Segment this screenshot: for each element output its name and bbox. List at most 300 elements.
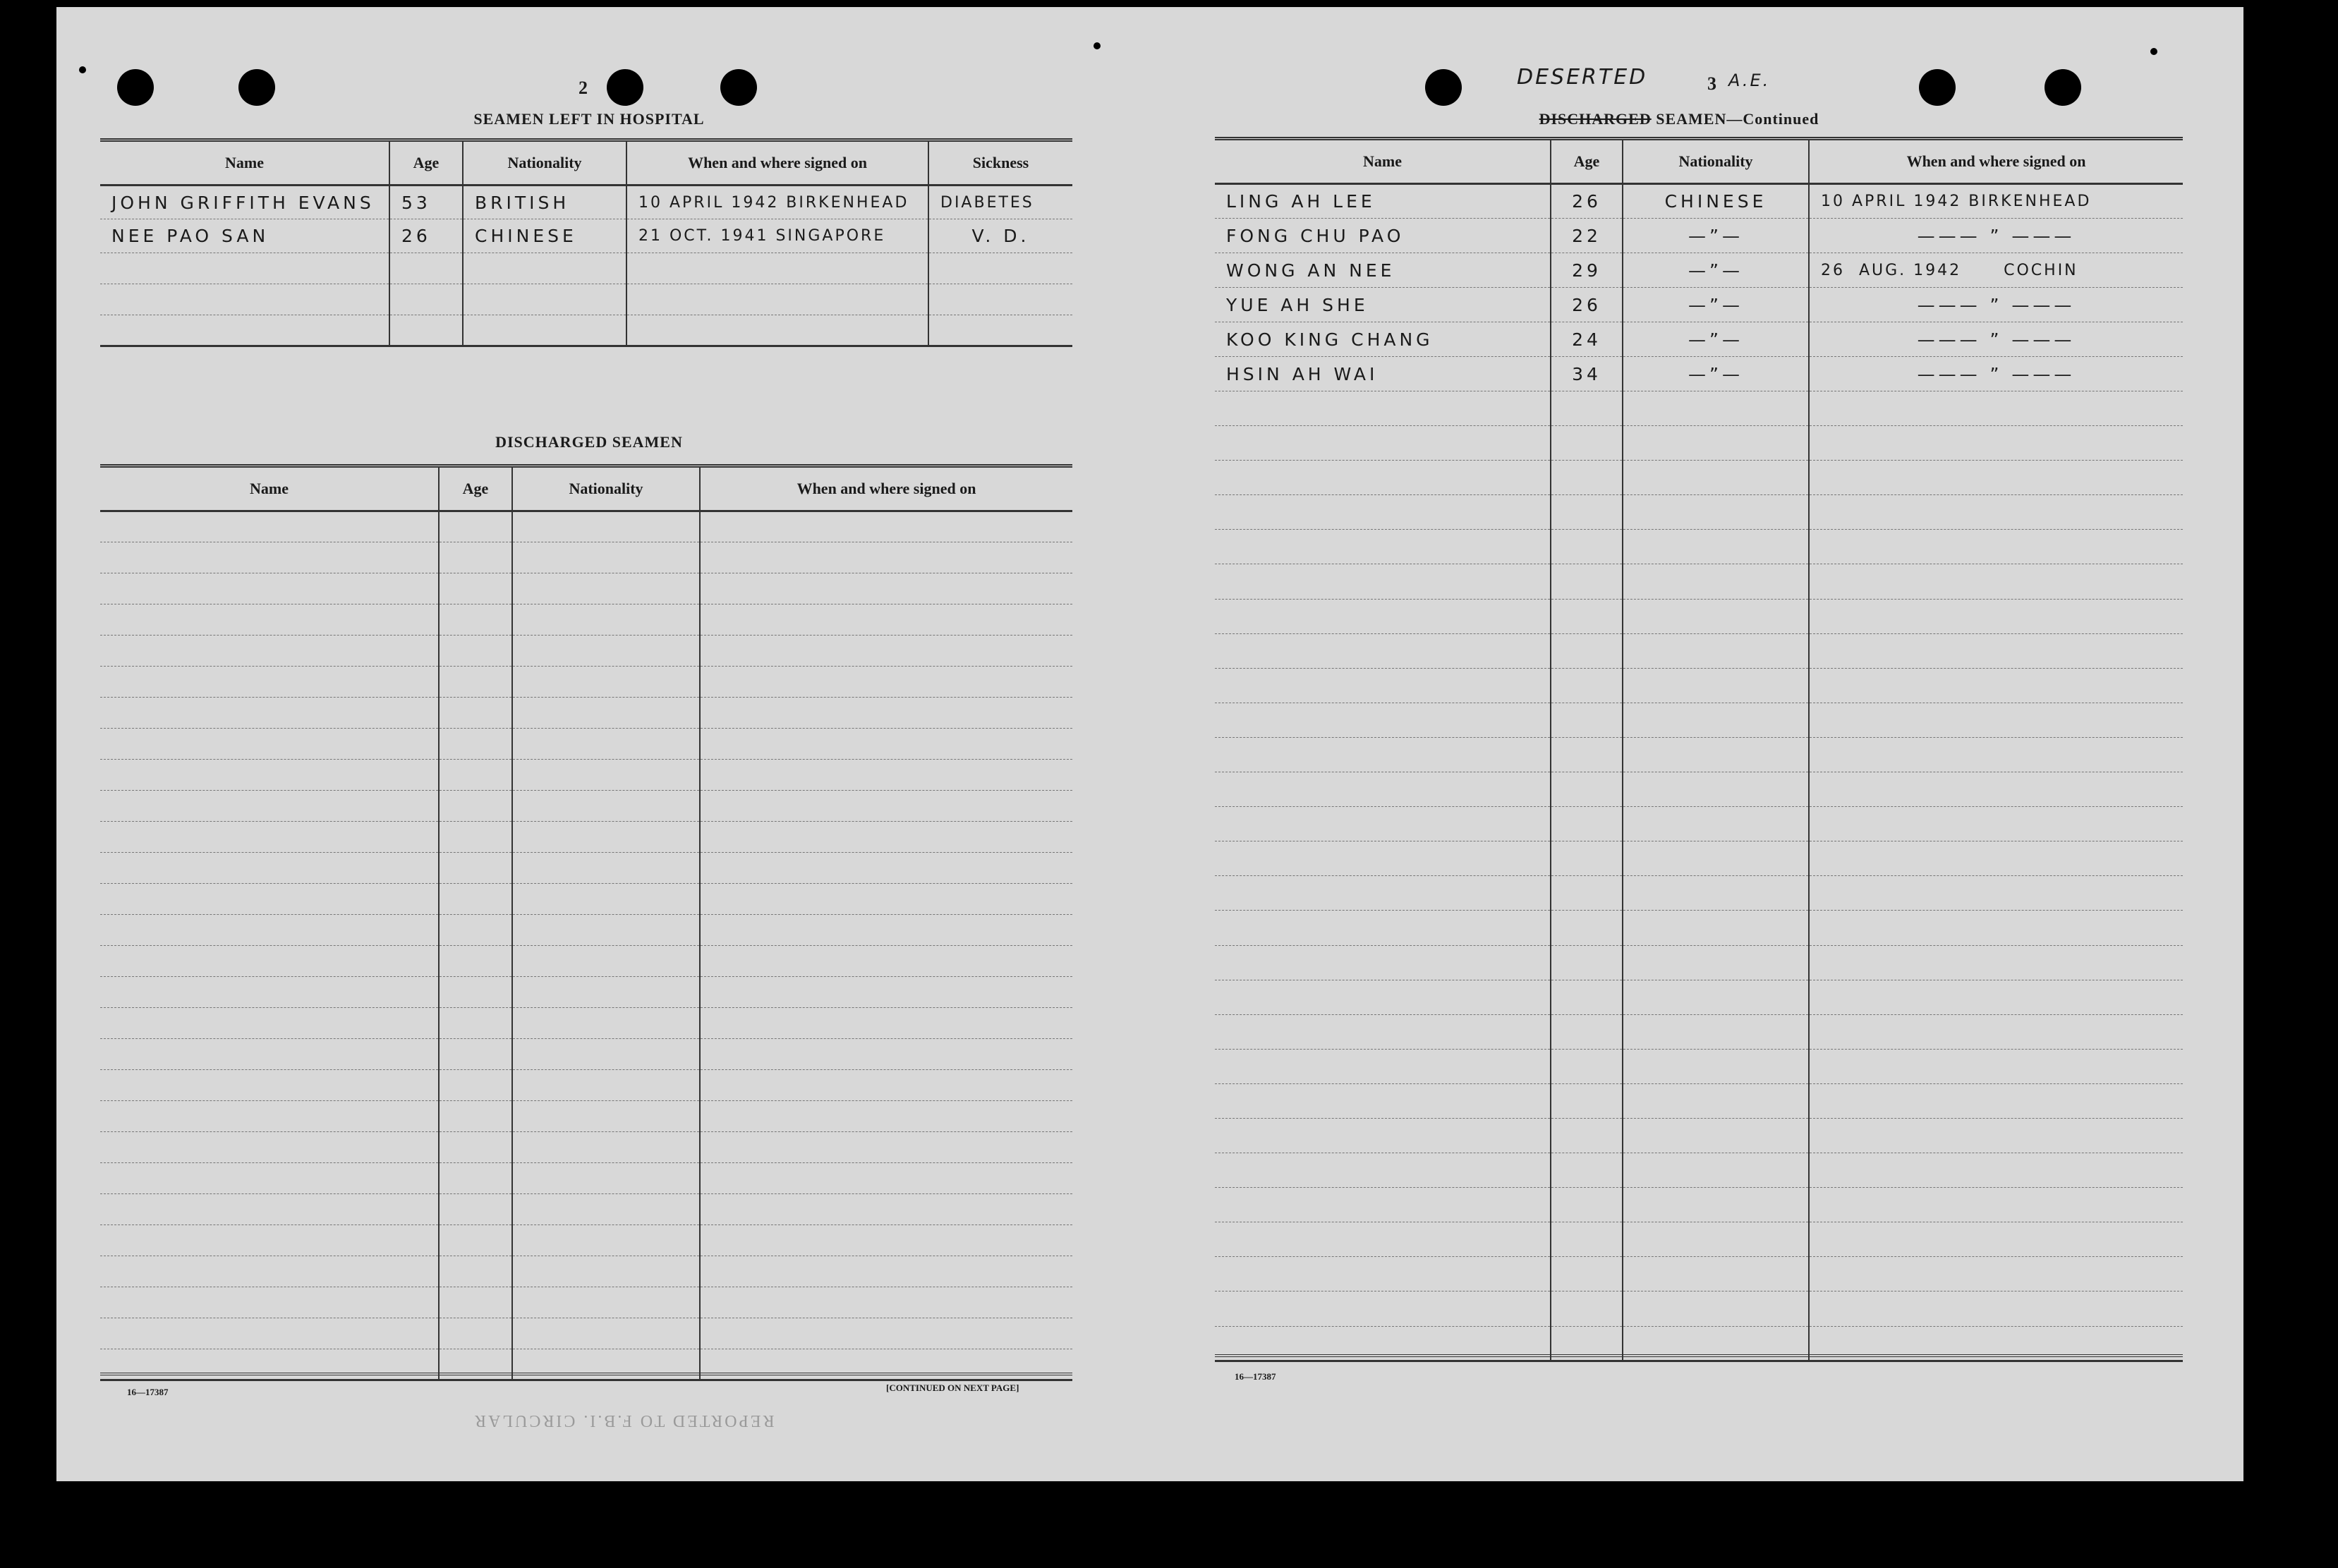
blank-cell	[1551, 737, 1623, 772]
blank-cell	[1551, 495, 1623, 530]
blank-cell	[1809, 980, 2183, 1014]
blank-row	[100, 946, 1072, 977]
blank-cell	[1809, 876, 2183, 911]
blank-cell	[1215, 495, 1551, 530]
blank-cell	[1215, 391, 1551, 426]
blank-cell	[1215, 1292, 1551, 1326]
blank-cell	[1551, 772, 1623, 807]
blank-cell	[700, 1070, 1072, 1101]
blank-cell	[100, 636, 439, 667]
page-footer-rule	[100, 1373, 1072, 1375]
hospital-section-title: SEAMEN LEFT IN HOSPITAL	[473, 110, 705, 128]
blank-cell	[1623, 876, 1809, 911]
blank-row	[100, 853, 1072, 884]
blank-row	[100, 1008, 1072, 1039]
column-header: Name	[225, 154, 264, 171]
blank-cell	[700, 1163, 1072, 1194]
blank-row	[100, 729, 1072, 760]
seaman-nationality: —”—	[1623, 357, 1809, 391]
blank-row	[100, 915, 1072, 946]
form-number: 16—17387	[127, 1387, 169, 1397]
blank-cell	[1551, 1118, 1623, 1153]
blank-cell	[1215, 911, 1551, 945]
blank-cell	[1623, 426, 1809, 461]
blank-cell	[700, 791, 1072, 822]
blank-cell	[439, 511, 512, 542]
blank-cell	[700, 729, 1072, 760]
blank-row	[1215, 1257, 2183, 1292]
column-header: Age	[439, 466, 512, 511]
blank-cell	[512, 1163, 700, 1194]
blank-cell	[1623, 391, 1809, 426]
seaman-name: HSIN AH WAI	[1215, 357, 1551, 391]
blank-cell	[1809, 1014, 2183, 1049]
blank-row	[100, 1194, 1072, 1225]
blank-cell	[1809, 1222, 2183, 1257]
blank-row	[1215, 841, 2183, 876]
faded-stamp: REPORTED TO F.B.I. CIRCULAR	[473, 1411, 775, 1430]
blank-cell	[1623, 911, 1809, 945]
page-number: 2	[579, 78, 588, 98]
blank-cell	[700, 542, 1072, 573]
heading-rest: SEAMEN—Continued	[1656, 110, 1819, 128]
seaman-age: 29	[1551, 253, 1623, 288]
blank-row	[100, 1070, 1072, 1101]
blank-cell	[439, 698, 512, 729]
blank-cell	[1215, 668, 1551, 703]
blank-cell	[1809, 1292, 2183, 1326]
blank-row	[1215, 1292, 2183, 1326]
seaman-signed-on: 10 APRIL 1942 BIRKENHEAD	[626, 186, 928, 219]
discharged-table	[100, 464, 1072, 1381]
blank-cell	[1551, 945, 1623, 980]
blank-cell	[100, 977, 439, 1008]
blank-cell	[1215, 772, 1551, 807]
blank-cell	[1215, 530, 1551, 564]
right-page	[1150, 7, 2243, 1481]
blank-cell	[439, 573, 512, 604]
blank-cell	[1551, 876, 1623, 911]
seaman-signed-on: 21 OCT. 1941 SINGAPORE	[626, 219, 928, 253]
blank-cell	[1809, 530, 2183, 564]
blank-cell	[512, 1194, 700, 1225]
handwritten-initials: A.E.	[1728, 71, 1771, 90]
table-row	[100, 253, 1072, 284]
blank-cell	[1215, 1014, 1551, 1049]
seaman-age: 53	[389, 186, 463, 219]
blank-cell	[439, 1318, 512, 1349]
seaman-name: JOHN GRIFFITH EVANS	[100, 186, 389, 219]
handwritten-note: DESERTED	[1517, 65, 1648, 90]
blank-row	[100, 1039, 1072, 1070]
blank-row	[100, 1163, 1072, 1194]
column-header: When and where signed on	[626, 140, 928, 186]
blank-cell	[439, 977, 512, 1008]
table-row	[1215, 184, 2183, 219]
blank-cell	[700, 1318, 1072, 1349]
blank-cell	[100, 1070, 439, 1101]
blank-cell	[100, 1101, 439, 1132]
blank-cell	[1215, 876, 1551, 911]
blank-row	[100, 542, 1072, 573]
blank-cell	[439, 636, 512, 667]
blank-cell	[100, 1287, 439, 1318]
column-header: Nationality	[463, 140, 626, 186]
blank-cell	[439, 791, 512, 822]
blank-cell	[700, 760, 1072, 791]
seaman-age: 26	[389, 219, 463, 253]
seaman-signed-on: 10 APRIL 1942 BIRKENHEAD	[1809, 184, 2183, 219]
table-row	[100, 186, 1072, 219]
blank-cell	[512, 1008, 700, 1039]
table-row	[1215, 322, 2183, 357]
blank-cell	[1623, 772, 1809, 807]
blank-cell	[100, 511, 439, 542]
column-header: Sickness	[928, 140, 1072, 186]
blank-cell	[1551, 564, 1623, 599]
blank-row	[1215, 599, 2183, 633]
blank-cell	[700, 573, 1072, 604]
blank-cell	[1623, 1083, 1809, 1118]
seaman-age: 34	[1551, 357, 1623, 391]
blank-row	[1215, 391, 2183, 426]
seaman-name: WONG AN NEE	[1215, 253, 1551, 288]
blank-cell	[1215, 1153, 1551, 1188]
blank-cell	[1809, 807, 2183, 841]
blank-cell	[1623, 1118, 1809, 1153]
blank-cell	[1623, 1049, 1809, 1083]
blank-cell	[100, 946, 439, 977]
seaman-age: 26	[1551, 288, 1623, 322]
blank-cell	[512, 1132, 700, 1163]
blank-cell	[512, 542, 700, 573]
blank-cell	[439, 946, 512, 977]
blank-cell	[700, 977, 1072, 1008]
blank-cell	[1551, 1153, 1623, 1188]
blank-cell	[512, 1101, 700, 1132]
seaman-name: KOO KING CHANG	[1215, 322, 1551, 357]
blank-cell	[1551, 1083, 1623, 1118]
blank-cell	[100, 1008, 439, 1039]
blank-cell	[512, 573, 700, 604]
blank-cell	[700, 1008, 1072, 1039]
blank-cell	[100, 542, 439, 573]
blank-cell	[1551, 1188, 1623, 1222]
blank-cell	[512, 1225, 700, 1256]
blank-cell	[1215, 737, 1551, 772]
blank-cell	[700, 1287, 1072, 1318]
blank-cell	[1623, 461, 1809, 495]
blank-row	[100, 604, 1072, 636]
blank-cell	[1809, 599, 2183, 633]
blank-cell	[100, 853, 439, 884]
blank-cell	[700, 698, 1072, 729]
blank-cell	[1551, 1049, 1623, 1083]
blank-cell	[1809, 911, 2183, 945]
discharged-continued-table	[1215, 137, 2183, 1362]
seaman-signed-on: 26 AUG. 1942 COCHIN	[1809, 253, 2183, 288]
blank-cell	[1215, 1083, 1551, 1118]
blank-cell	[512, 915, 700, 946]
seaman-name: FONG CHU PAO	[1215, 219, 1551, 253]
blank-cell	[100, 604, 439, 636]
blank-cell	[439, 1256, 512, 1287]
blank-cell	[1809, 1049, 2183, 1083]
blank-cell	[700, 822, 1072, 853]
blank-row	[100, 884, 1072, 915]
blank-cell	[100, 1225, 439, 1256]
blank-row	[100, 511, 1072, 542]
blank-cell	[1809, 1188, 2183, 1222]
blank-cell	[439, 853, 512, 884]
blank-row	[1215, 876, 2183, 911]
blank-cell	[439, 760, 512, 791]
blank-cell	[700, 1132, 1072, 1163]
seaman-signed-on: ——— ” ———	[1809, 288, 2183, 322]
blank-row	[1215, 1153, 2183, 1188]
scan-speck	[2150, 48, 2157, 55]
seaman-name: LING AH LEE	[1215, 184, 1551, 219]
blank-cell	[100, 698, 439, 729]
blank-cell	[439, 1101, 512, 1132]
blank-cell	[1215, 1188, 1551, 1222]
blank-row	[1215, 1222, 2183, 1257]
blank-cell	[100, 667, 439, 698]
table-row	[100, 315, 1072, 346]
form-number: 16—17387	[1235, 1371, 1276, 1382]
blank-cell	[700, 511, 1072, 542]
page-number: 3	[1707, 73, 1716, 94]
blank-row	[100, 1101, 1072, 1132]
blank-cell	[100, 1318, 439, 1349]
blank-row	[1215, 772, 2183, 807]
table-row	[100, 219, 1072, 253]
blank-row	[1215, 703, 2183, 737]
blank-cell	[1809, 945, 2183, 980]
blank-row	[1215, 1083, 2183, 1118]
blank-cell	[1215, 426, 1551, 461]
seaman-sickness: V. D.	[928, 219, 1072, 253]
blank-row	[100, 977, 1072, 1008]
blank-cell	[439, 1008, 512, 1039]
blank-cell	[1623, 1188, 1809, 1222]
blank-cell	[1551, 530, 1623, 564]
blank-cell	[439, 1225, 512, 1256]
blank-cell	[1551, 1257, 1623, 1292]
blank-row	[1215, 530, 2183, 564]
seaman-nationality: CHINESE	[463, 219, 626, 253]
blank-row	[1215, 1188, 2183, 1222]
column-header: Name	[250, 480, 289, 497]
blank-cell	[700, 915, 1072, 946]
blank-cell	[1809, 426, 2183, 461]
column-header: Name	[1363, 152, 1402, 170]
blank-cell	[1623, 737, 1809, 772]
blank-cell	[1551, 1292, 1623, 1326]
blank-cell	[1215, 564, 1551, 599]
blank-cell	[439, 884, 512, 915]
seaman-name: YUE AH SHE	[1215, 288, 1551, 322]
blank-cell	[1215, 1257, 1551, 1292]
blank-row	[100, 698, 1072, 729]
blank-row	[1215, 495, 2183, 530]
blank-cell	[512, 1039, 700, 1070]
table-row	[1215, 357, 2183, 391]
blank-cell	[1215, 461, 1551, 495]
seaman-nationality: BRITISH	[463, 186, 626, 219]
blank-cell	[439, 542, 512, 573]
blank-cell	[1551, 1014, 1623, 1049]
blank-row	[1215, 461, 2183, 495]
blank-cell	[700, 636, 1072, 667]
blank-row	[100, 791, 1072, 822]
blank-cell	[100, 760, 439, 791]
blank-cell	[100, 884, 439, 915]
blank-row	[1215, 1014, 2183, 1049]
blank-cell	[1809, 1118, 2183, 1153]
blank-cell	[1623, 807, 1809, 841]
page-footer-rule	[1215, 1354, 2183, 1357]
blank-cell	[1623, 703, 1809, 737]
blank-cell	[1623, 668, 1809, 703]
blank-cell	[439, 1070, 512, 1101]
seaman-name: NEE PAO SAN	[100, 219, 389, 253]
blank-cell	[100, 822, 439, 853]
blank-cell	[439, 822, 512, 853]
blank-cell	[1623, 1222, 1809, 1257]
column-header: When and where signed on	[1809, 139, 2183, 184]
blank-row	[100, 667, 1072, 698]
blank-cell	[700, 1039, 1072, 1070]
blank-cell	[1809, 737, 2183, 772]
blank-cell	[100, 573, 439, 604]
blank-cell	[100, 1163, 439, 1194]
blank-cell	[100, 791, 439, 822]
blank-cell	[1623, 841, 1809, 876]
blank-cell	[512, 604, 700, 636]
blank-cell	[1215, 945, 1551, 980]
blank-cell	[512, 946, 700, 977]
blank-cell	[1551, 1222, 1623, 1257]
blank-cell	[1215, 841, 1551, 876]
blank-row	[1215, 1118, 2183, 1153]
blank-cell	[1215, 633, 1551, 668]
blank-cell	[1809, 564, 2183, 599]
blank-cell	[1551, 911, 1623, 945]
seaman-nationality: —”—	[1623, 322, 1809, 357]
blank-cell	[512, 511, 700, 542]
column-header: When and where signed on	[700, 466, 1072, 511]
blank-cell	[1551, 461, 1623, 495]
discharged-section-title: DISCHARGED SEAMEN	[495, 433, 683, 451]
blank-cell	[1215, 807, 1551, 841]
blank-cell	[1623, 599, 1809, 633]
blank-cell	[700, 884, 1072, 915]
blank-row	[1215, 807, 2183, 841]
blank-cell	[700, 946, 1072, 977]
column-header: Nationality	[1623, 139, 1809, 184]
table-row	[1215, 219, 2183, 253]
blank-cell	[1809, 668, 2183, 703]
blank-cell	[100, 729, 439, 760]
left-page	[56, 7, 1150, 1481]
seaman-nationality: CHINESE	[1623, 184, 1809, 219]
blank-cell	[1215, 980, 1551, 1014]
blank-cell	[512, 884, 700, 915]
seaman-nationality: —”—	[1623, 288, 1809, 322]
seaman-sickness: DIABETES	[928, 186, 1072, 219]
blank-cell	[100, 1194, 439, 1225]
blank-cell	[1215, 1118, 1551, 1153]
blank-cell	[439, 604, 512, 636]
seaman-age: 26	[1551, 184, 1623, 219]
blank-cell	[512, 822, 700, 853]
blank-cell	[1215, 599, 1551, 633]
blank-cell	[1809, 703, 2183, 737]
seaman-signed-on: ——— ” ———	[1809, 357, 2183, 391]
blank-cell	[100, 1256, 439, 1287]
blank-cell	[1215, 1049, 1551, 1083]
blank-cell	[700, 1101, 1072, 1132]
blank-row	[100, 1318, 1072, 1349]
blank-cell	[100, 1132, 439, 1163]
blank-cell	[1623, 1257, 1809, 1292]
blank-row	[100, 1256, 1072, 1287]
scan-speck	[79, 66, 86, 73]
column-header: Nationality	[512, 466, 700, 511]
continued-note: [CONTINUED ON NEXT PAGE]	[886, 1382, 1019, 1393]
blank-cell	[512, 760, 700, 791]
blank-row	[1215, 1049, 2183, 1083]
blank-row	[1215, 668, 2183, 703]
column-header: Age	[1551, 139, 1623, 184]
column-header: Age	[389, 140, 463, 186]
blank-cell	[1623, 1292, 1809, 1326]
blank-cell	[700, 1194, 1072, 1225]
scan-speck	[1094, 42, 1101, 49]
blank-cell	[1623, 564, 1809, 599]
blank-cell	[512, 1256, 700, 1287]
seaman-signed-on: ——— ” ———	[1809, 322, 2183, 357]
blank-cell	[1623, 530, 1809, 564]
blank-cell	[512, 729, 700, 760]
blank-cell	[512, 636, 700, 667]
blank-cell	[1551, 980, 1623, 1014]
blank-cell	[1623, 633, 1809, 668]
blank-cell	[1551, 599, 1623, 633]
blank-cell	[439, 667, 512, 698]
blank-cell	[1809, 461, 2183, 495]
blank-cell	[1809, 633, 2183, 668]
blank-row	[1215, 911, 2183, 945]
blank-cell	[1623, 945, 1809, 980]
blank-cell	[1215, 1222, 1551, 1257]
blank-row	[100, 760, 1072, 791]
blank-cell	[700, 604, 1072, 636]
blank-cell	[1551, 807, 1623, 841]
struck-word: DISCHARGED	[1539, 110, 1652, 128]
blank-cell	[1551, 426, 1623, 461]
blank-cell	[439, 1163, 512, 1194]
blank-cell	[512, 977, 700, 1008]
blank-cell	[512, 1287, 700, 1318]
blank-row	[100, 573, 1072, 604]
seaman-age: 22	[1551, 219, 1623, 253]
seaman-nationality: —”—	[1623, 219, 1809, 253]
seaman-signed-on: ——— ” ———	[1809, 219, 2183, 253]
hospital-table	[100, 138, 1072, 347]
blank-cell	[1809, 391, 2183, 426]
